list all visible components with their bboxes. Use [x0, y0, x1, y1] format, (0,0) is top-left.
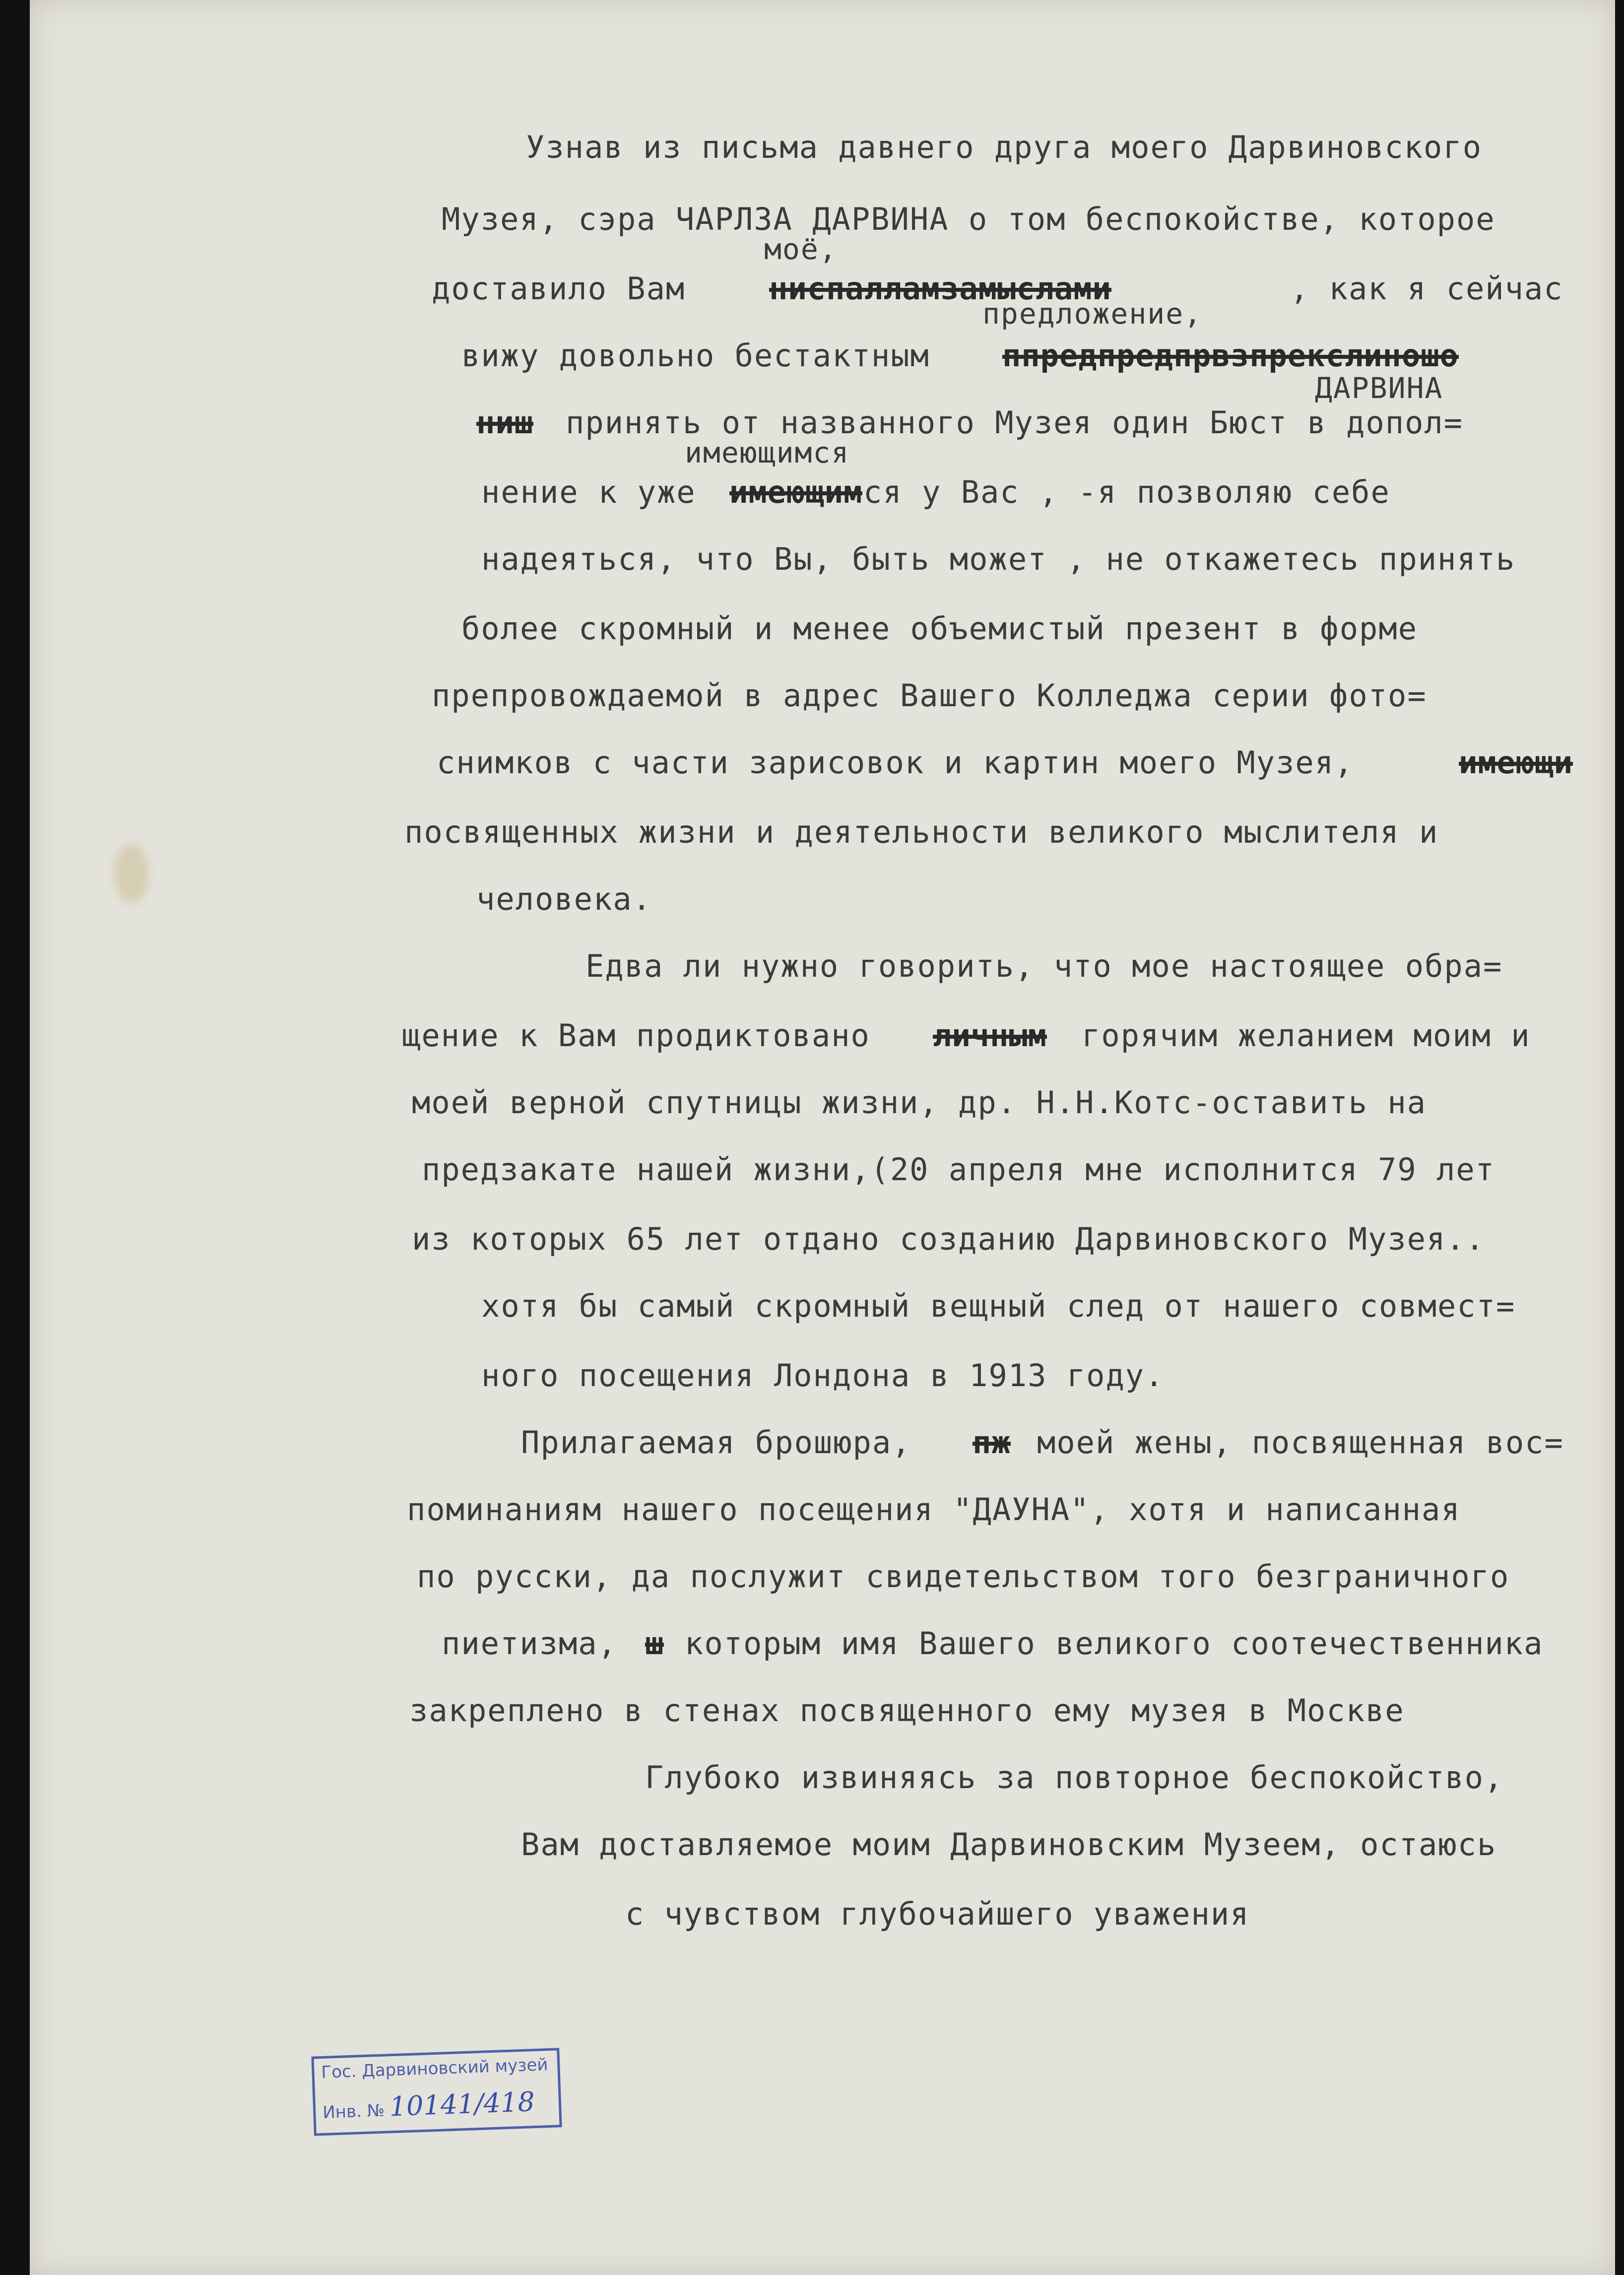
inserted-text: предложение,: [982, 297, 1203, 331]
text-line: , как я сейчас: [1290, 270, 1563, 307]
text-line: пиетизма,: [442, 1625, 617, 1662]
inserted-text: моё,: [764, 232, 838, 266]
text-line: ся у Вас , -я позволяю себе: [863, 474, 1390, 510]
text-line: которым имя Вашего великого соотечественника: [685, 1625, 1544, 1662]
stamp-museum-name: Гос. Дарвиновский музей: [321, 2055, 549, 2083]
text-line: более скромный и менее объемистый презент в форме: [461, 610, 1418, 647]
text-line: хотя бы самый скромный вещный след от нашего совмест=: [481, 1288, 1516, 1324]
text-line: посвященных жизни и деятельности великого мыслителя и: [404, 814, 1439, 850]
text-line: ного посещения Лондона в 1913 году.: [481, 1357, 1165, 1394]
struck-text: ниш: [476, 404, 533, 441]
text-line: с чувством глубочайшего уважения: [625, 1896, 1250, 1932]
text-line: по русски, да послужит свидетельством того безграничного: [417, 1558, 1510, 1595]
text-line: Музея, сэра ЧАРЛЗА ДАРВИНА о том беспокойстве, которое: [442, 201, 1495, 237]
inserted-text: имеющимся: [685, 436, 850, 469]
text-line: моей верной спутницы жизни, др. Н.Н.Котс-оставить на: [412, 1084, 1427, 1121]
text-line: поминаниям нашего посещения "ДАУНА", хотя и написанная: [407, 1491, 1461, 1528]
struck-text: имеющим: [729, 474, 863, 510]
text-line: снимков с части зарисовок и картин моего Музея,: [437, 744, 1354, 781]
text-line: закреплено в стенах посвященного ему музея в Москве: [409, 1692, 1405, 1729]
text-line: Узнав из письма давнего друга моего Дарвиновского: [526, 129, 1483, 165]
struck-text: пж: [973, 1424, 1011, 1461]
text-line: человека.: [476, 881, 652, 917]
text-line: нение к уже: [481, 474, 696, 510]
text-line: доставило Вам: [432, 270, 686, 307]
text-line: щение к Вам продиктовано: [402, 1017, 870, 1054]
text-line: Глубоко извиняясь за повторное беспокойство,: [645, 1759, 1504, 1796]
museum-inventory-stamp: [311, 2048, 562, 2136]
stamp-inventory-label: Инв. №: [322, 2100, 385, 2123]
struck-text: имеющи: [1459, 744, 1573, 781]
text-line: вижу довольно бестактным: [461, 337, 930, 374]
text-line: Вам доставляемое моим Дарвиновским Музеем, остаюсь: [521, 1826, 1497, 1863]
text-line: принять от названного Музея один Бюст в допол=: [566, 404, 1464, 441]
inserted-text: ДАРВИНА: [1315, 371, 1443, 405]
text-line: моей жены, посвященная вос=: [1037, 1424, 1564, 1461]
struck-text: ниспалламзамыслами: [769, 270, 1111, 307]
text-line: надеяться, что Вы, быть может , не откажетесь принять: [481, 541, 1516, 577]
text-line: препровождаемой в адрес Вашего Колледжа серии фото=: [432, 677, 1427, 714]
struck-text: личным: [933, 1017, 1047, 1054]
text-line: из которых 65 лет отдано созданию Дарвиновского Музея..: [412, 1221, 1485, 1257]
text-line: Прилагаемая брошюра,: [521, 1424, 911, 1461]
text-line: горячим желанием моим и: [1082, 1017, 1531, 1054]
struck-text: ш: [645, 1625, 664, 1662]
document-page: [30, 0, 1615, 2275]
paper-stain: [114, 844, 149, 903]
struck-text: ппредпредпрвзпрекслиношо: [1002, 337, 1459, 374]
stamp-inventory-number: 10141/418: [389, 2086, 535, 2123]
text-line: Едва ли нужно говорить, что мое настоящее обра=: [585, 948, 1503, 984]
text-line: предзакате нашей жизни,(20 апреля мне исполнится 79 лет: [422, 1151, 1495, 1188]
